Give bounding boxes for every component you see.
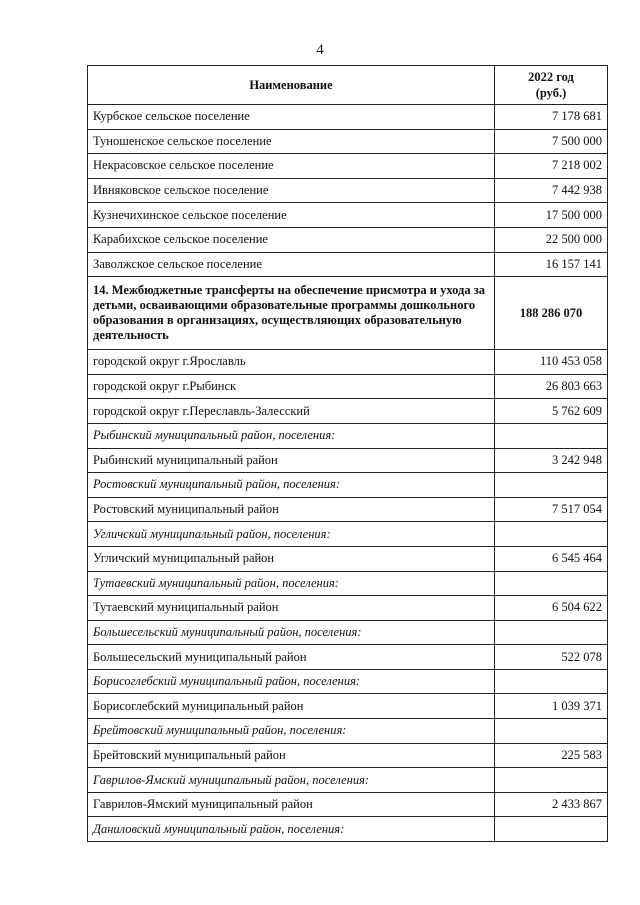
row-name: городской округ г.Рыбинск bbox=[88, 374, 495, 399]
table-header-row bbox=[88, 66, 608, 105]
row-amount: 7 442 938 bbox=[495, 178, 608, 203]
table-row bbox=[88, 105, 608, 130]
table-row bbox=[88, 448, 608, 473]
district-heading-row bbox=[88, 719, 608, 744]
row-name: Борисоглебский муниципальный район bbox=[88, 694, 495, 719]
row-name: Тутаевский муниципальный район, поселения: bbox=[88, 571, 495, 596]
row-amount: 6 504 622 bbox=[495, 596, 608, 621]
row-name: Рыбинский муниципальный район, поселения: bbox=[88, 423, 495, 448]
table-row bbox=[88, 792, 608, 817]
table-row bbox=[88, 154, 608, 179]
district-heading-row bbox=[88, 768, 608, 793]
table-row bbox=[88, 743, 608, 768]
table-body-top bbox=[88, 105, 608, 277]
district-heading-row bbox=[88, 423, 608, 448]
row-amount bbox=[495, 522, 608, 547]
row-amount: 2 433 867 bbox=[495, 792, 608, 817]
section-row bbox=[88, 277, 608, 350]
district-heading-row bbox=[88, 620, 608, 645]
row-name: Гаврилов-Ямский муниципальный район, поселения: bbox=[88, 768, 495, 793]
row-amount: 22 500 000 bbox=[495, 227, 608, 252]
row-name: Ростовский муниципальный район bbox=[88, 497, 495, 522]
row-name: Заволжское сельское поселение bbox=[88, 252, 495, 277]
row-name: Кузнечихинское сельское поселение bbox=[88, 203, 495, 228]
row-amount: 6 545 464 bbox=[495, 546, 608, 571]
row-name: Брейтовский муниципальный район bbox=[88, 743, 495, 768]
row-amount: 3 242 948 bbox=[495, 448, 608, 473]
row-name: Карабихское сельское поселение bbox=[88, 227, 495, 252]
row-name: Большесельский муниципальный район, поселения: bbox=[88, 620, 495, 645]
district-heading-row bbox=[88, 571, 608, 596]
row-amount: 26 803 663 bbox=[495, 374, 608, 399]
district-heading-row bbox=[88, 669, 608, 694]
row-name: Тутаевский муниципальный район bbox=[88, 596, 495, 621]
column-header-amount-unit: (руб.) bbox=[535, 86, 567, 100]
row-name: Угличский муниципальный район, поселения: bbox=[88, 522, 495, 547]
row-name: Рыбинский муниципальный район bbox=[88, 448, 495, 473]
district-heading-row bbox=[88, 522, 608, 547]
row-amount bbox=[495, 620, 608, 645]
budget-table bbox=[87, 65, 608, 842]
table-row bbox=[88, 129, 608, 154]
row-amount: 7 517 054 bbox=[495, 497, 608, 522]
row-amount: 7 218 002 bbox=[495, 154, 608, 179]
table-body-section bbox=[88, 277, 608, 350]
table-row bbox=[88, 694, 608, 719]
row-amount bbox=[495, 473, 608, 498]
column-header-amount-year: 2022 год bbox=[528, 70, 574, 84]
row-name: Борисоглебский муниципальный район, поселения: bbox=[88, 669, 495, 694]
row-name: Угличский муниципальный район bbox=[88, 546, 495, 571]
row-name: Брейтовский муниципальный район, поселения: bbox=[88, 719, 495, 744]
table-row bbox=[88, 645, 608, 670]
row-name: Курбское сельское поселение bbox=[88, 105, 495, 130]
row-amount: 5 762 609 bbox=[495, 399, 608, 424]
row-amount bbox=[495, 719, 608, 744]
row-amount: 16 157 141 bbox=[495, 252, 608, 277]
row-name: Некрасовское сельское поселение bbox=[88, 154, 495, 179]
section-title: 14. Межбюджетные трансферты на обеспечение присмотра и ухода за детьми, осваивающими образовательные программы дошкольного образования в организациях, осуществляющих образовательную деятельность bbox=[88, 277, 495, 350]
district-heading-row bbox=[88, 817, 608, 842]
table-row bbox=[88, 227, 608, 252]
row-name: Большесельский муниципальный район bbox=[88, 645, 495, 670]
table-row bbox=[88, 497, 608, 522]
column-header-name: Наименование bbox=[88, 66, 495, 105]
page-number: 4 bbox=[316, 42, 324, 58]
row-amount bbox=[495, 768, 608, 793]
row-amount: 7 178 681 bbox=[495, 105, 608, 130]
row-amount bbox=[495, 669, 608, 694]
table-row bbox=[88, 546, 608, 571]
table-row bbox=[88, 399, 608, 424]
table-row bbox=[88, 350, 608, 375]
district-heading-row bbox=[88, 473, 608, 498]
row-amount bbox=[495, 817, 608, 842]
table-row bbox=[88, 374, 608, 399]
table-row bbox=[88, 203, 608, 228]
section-amount: 188 286 070 bbox=[495, 277, 608, 350]
row-amount: 17 500 000 bbox=[495, 203, 608, 228]
row-name: Туношенское сельское поселение bbox=[88, 129, 495, 154]
row-name: городской округ г.Ярославль bbox=[88, 350, 495, 375]
row-name: Ивняковское сельское поселение bbox=[88, 178, 495, 203]
table-row bbox=[88, 596, 608, 621]
row-name: городской округ г.Переславль-Залесский bbox=[88, 399, 495, 424]
row-name: Даниловский муниципальный район, поселения: bbox=[88, 817, 495, 842]
row-amount: 7 500 000 bbox=[495, 129, 608, 154]
row-amount: 225 583 bbox=[495, 743, 608, 768]
column-header-amount bbox=[495, 66, 608, 105]
table-row bbox=[88, 252, 608, 277]
row-amount: 1 039 371 bbox=[495, 694, 608, 719]
row-name: Ростовский муниципальный район, поселения: bbox=[88, 473, 495, 498]
row-amount: 522 078 bbox=[495, 645, 608, 670]
row-amount bbox=[495, 571, 608, 596]
row-amount bbox=[495, 423, 608, 448]
table-row bbox=[88, 178, 608, 203]
row-amount: 110 453 058 bbox=[495, 350, 608, 375]
table-body-bottom bbox=[88, 350, 608, 842]
row-name: Гаврилов-Ямский муниципальный район bbox=[88, 792, 495, 817]
